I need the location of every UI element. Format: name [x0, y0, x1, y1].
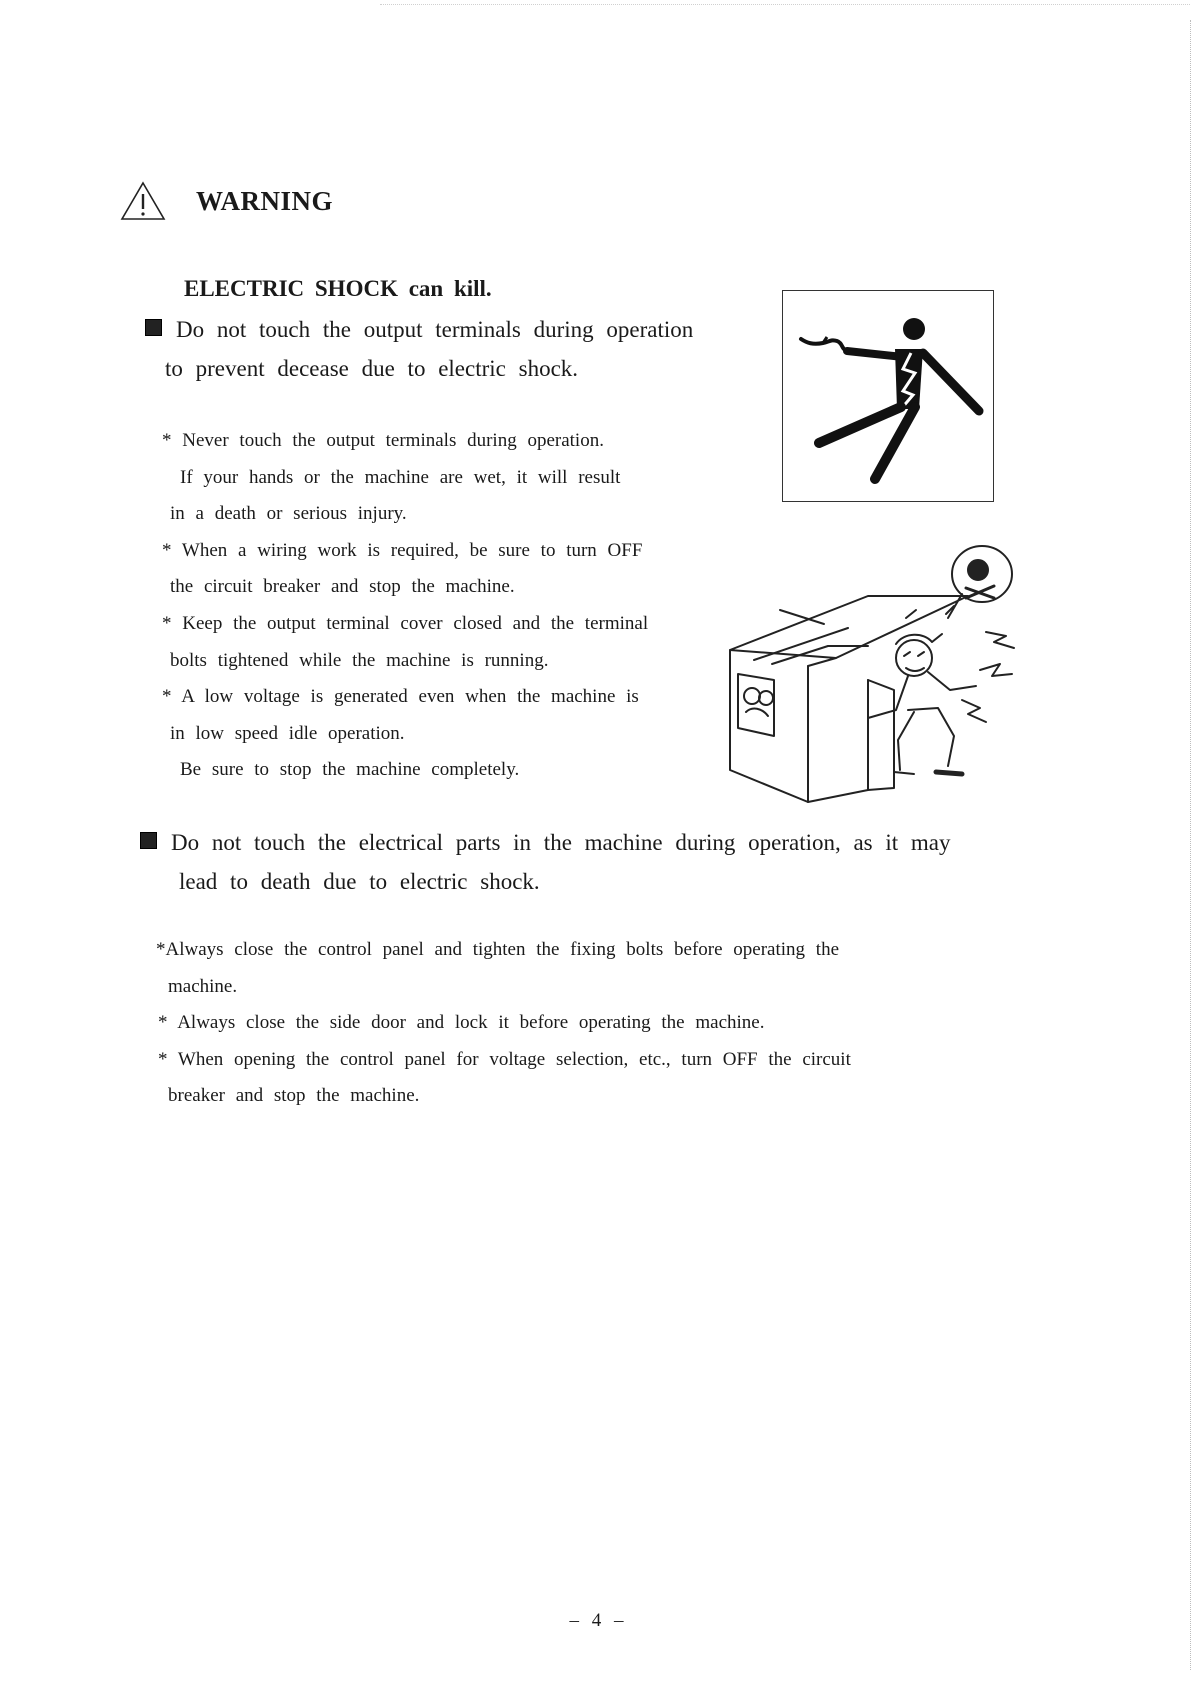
warning-triangle-icon — [120, 180, 166, 222]
note-line: the circuit breaker and stop the machine. — [170, 576, 515, 598]
warning-header — [120, 180, 333, 222]
note-line: *Always close the control panel and tighten the fixing bolts before operating the — [156, 939, 839, 960]
note-line: * Keep the output terminal cover closed and the terminal — [162, 612, 649, 634]
page-number: – 4 – — [569, 1610, 628, 1631]
note-line: in a death or serious injury. — [170, 503, 407, 525]
electric-shock-subtitle: ELECTRIC SHOCK can kill. — [184, 276, 492, 301]
note-line: If your hands or the machine are wet, it will result — [180, 466, 621, 488]
note-line: machine. — [168, 975, 238, 997]
section2-lead — [140, 823, 1020, 901]
square-bullet-icon — [140, 832, 157, 849]
note-line: bolts tightened while the machine is running. — [170, 649, 549, 671]
square-bullet-icon — [145, 319, 162, 336]
note-line: * When a wiring work is required, be sure to turn OFF — [162, 539, 643, 561]
machine-shock-cartoon — [718, 540, 1038, 810]
section2-notes — [156, 932, 976, 1115]
note-line: breaker and stop the machine. — [168, 1085, 420, 1107]
section1-lead-line1: Do not touch the output terminals during operation — [176, 317, 694, 342]
page-edge-line — [1189, 20, 1191, 1670]
section2-lead-line2: lead to death due to electric shock. — [179, 869, 540, 894]
section1-lead-line2: to prevent decease due to electric shock. — [165, 356, 579, 381]
note-line: Be sure to stop the machine completely. — [180, 759, 520, 781]
note-line: * Always close the side door and lock it before operating the machine. — [158, 1012, 765, 1034]
note-line: * A low voltage is generated even when the machine is — [162, 686, 639, 708]
section1-lead — [145, 310, 745, 388]
section2-lead-line1: Do not touch the electrical parts in the machine during operation, as it may — [171, 830, 951, 855]
section1-lead-line1-wrap — [145, 317, 693, 342]
warning-title: WARNING — [196, 185, 334, 216]
section2-lead-line1-wrap — [140, 830, 951, 855]
note-line: in low speed idle operation. — [170, 722, 405, 744]
scan-speckle-line — [380, 4, 1190, 6]
electric-shock-pictogram-icon — [783, 291, 993, 501]
section1-notes — [160, 423, 730, 789]
machine-shock-cartoon-icon — [718, 540, 1038, 810]
note-line: * When opening the control panel for voltage selection, etc., turn OFF the circuit — [158, 1048, 851, 1070]
electric-shock-pictogram-box — [782, 290, 994, 502]
note-line: * Never touch the output terminals during operation. — [162, 430, 604, 451]
